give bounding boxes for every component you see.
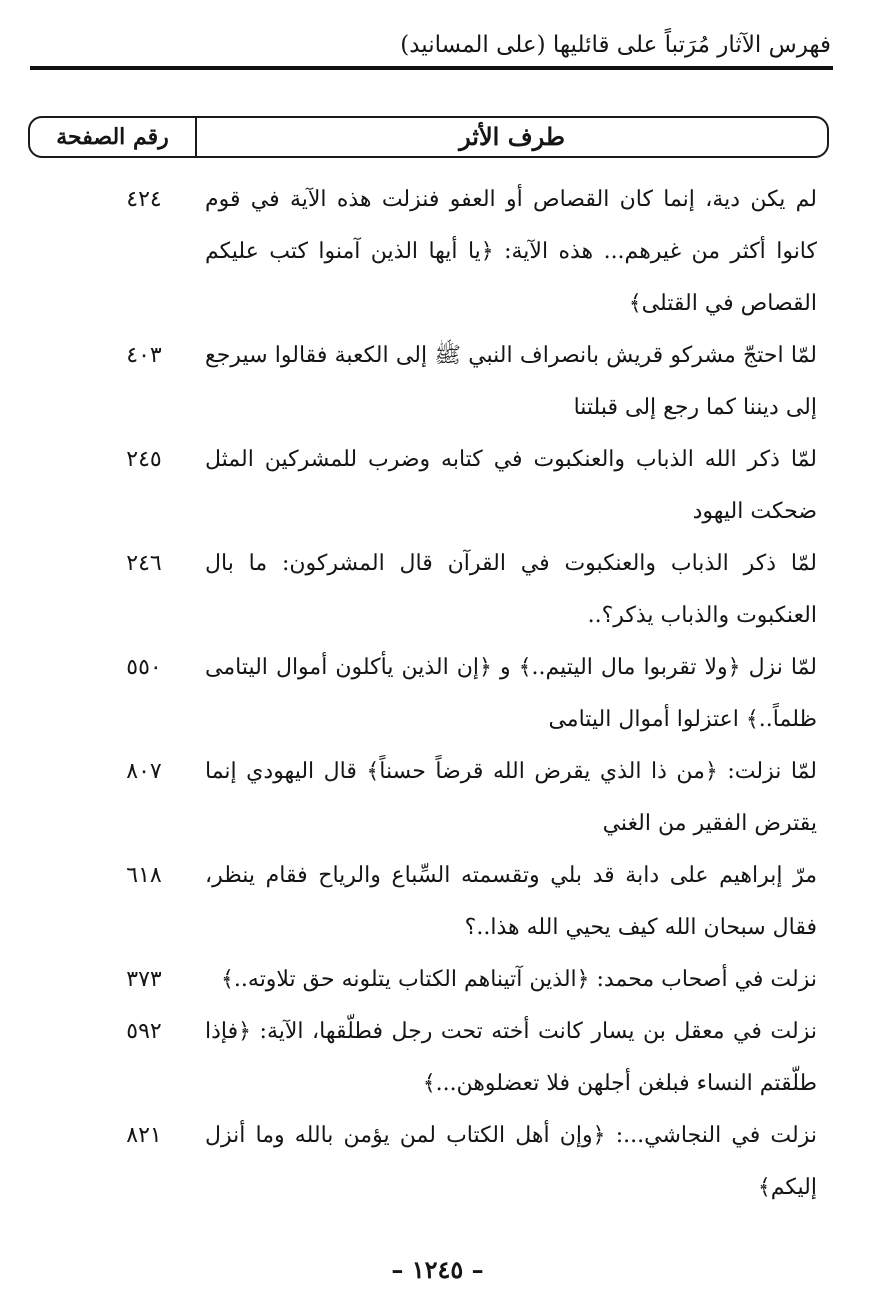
- entry-text: نزلت في أصحاب محمد: ﴿الذين آتيناهم الكتاب يتلونه حق تلاوته..﴾: [221, 967, 817, 992]
- page-number-footer: – ١٢٤٥ –: [391, 1255, 484, 1284]
- entry-page-number-value: ٤٢٤: [126, 187, 162, 212]
- index-entry: [57, 434, 817, 538]
- entry-page-number: [57, 642, 205, 694]
- index-entries: [57, 174, 817, 1214]
- entry-page-number-value: ٢٤٥: [126, 447, 162, 472]
- entry-page-number-value: ٥٩٢: [126, 1019, 162, 1044]
- entry-page-number: [57, 954, 205, 1006]
- index-entry: [57, 642, 817, 746]
- running-header-title: فهرس الآثار مُرَتباً على قائليها (على المسانيد): [400, 32, 831, 58]
- index-entry: [57, 1006, 817, 1110]
- entry-page-number-value: ٨٢١: [126, 1123, 162, 1148]
- index-entry: [57, 850, 817, 954]
- entry-text: لمّا ذكر الله الذباب والعنكبوت في كتابه وضرب للمشركين المثل ضحكت اليهود: [205, 447, 817, 524]
- entry-page-number: [57, 434, 205, 486]
- header-rule: [30, 66, 833, 70]
- entry-page-number: [57, 1006, 205, 1058]
- entry-text: لم يكن دية، إنما كان القصاص أو العفو فنزلت هذه الآية في قوم كانوا أكثر من غيرهم... هذه الآية: ﴿يا أيها الذين آمنوا كتب عليكم القصاص في القتلى﴾: [205, 187, 817, 316]
- index-entry: [57, 954, 817, 1006]
- entry-text: لمّا احتجّ مشركو قريش بانصراف النبي ﷺ إلى الكعبة فقالوا سيرجع إلى ديننا كما رجع إلى قبلتنا: [205, 343, 817, 420]
- index-entry: [57, 746, 817, 850]
- entry-page-number: [57, 1110, 205, 1162]
- entry-text: مرّ إبراهيم على دابة قد بلي وتقسمته السِّباع والرياح فقام ينظر، فقال سبحان الله كيف يحيي الله هذا..؟: [205, 863, 817, 940]
- entry-text: نزلت في معقل بن يسار كانت أخته تحت رجل فطلّقها، الآية: ﴿فإذا طلّقتم النساء فبلغن أجلهن فلا تعضلوهن...﴾: [205, 1019, 817, 1096]
- entry-text: لمّا نزلت: ﴿من ذا الذي يقرض الله قرضاً حسناً﴾ قال اليهودي إنما يقترض الفقير من الغني: [205, 759, 817, 836]
- entry-page-number: [57, 746, 205, 798]
- entry-page-number-value: ٦١٨: [126, 863, 162, 888]
- entry-page-number-value: ٨٠٧: [126, 759, 162, 784]
- index-entry: [57, 330, 817, 434]
- entry-page-number-value: ٤٠٣: [126, 343, 162, 368]
- entry-page-number: [57, 538, 205, 590]
- entry-page-number: [57, 850, 205, 902]
- entry-text: لمّا نزل ﴿ولا تقربوا مال اليتيم..﴾ و ﴿إن الذين يأكلون أموال اليتامى ظلماً..﴾ اعتزلوا أموال اليتامى: [205, 655, 817, 732]
- index-entry: [57, 174, 817, 330]
- entry-page-number: [57, 330, 205, 382]
- entry-page-number-value: ٣٧٣: [126, 967, 162, 992]
- entry-page-number: [57, 174, 205, 226]
- entry-text: نزلت في النجاشي...: ﴿وإن أهل الكتاب لمن يؤمن بالله وما أنزل إليكم﴾: [205, 1123, 817, 1200]
- entry-page-number-value: ٥٥٠: [126, 655, 162, 680]
- index-table-header: [28, 116, 829, 158]
- index-entry: [57, 538, 817, 642]
- column-header-athar: طرف الأثر: [459, 122, 565, 151]
- index-entry: [57, 1110, 817, 1214]
- entry-text: لمّا ذكر الذباب والعنكبوت في القرآن قال المشركون: ما بال العنكبوت والذباب يذكر؟..: [205, 551, 817, 628]
- column-header-page-number: رقم الصفحة: [30, 118, 197, 156]
- entry-page-number-value: ٢٤٦: [126, 551, 162, 576]
